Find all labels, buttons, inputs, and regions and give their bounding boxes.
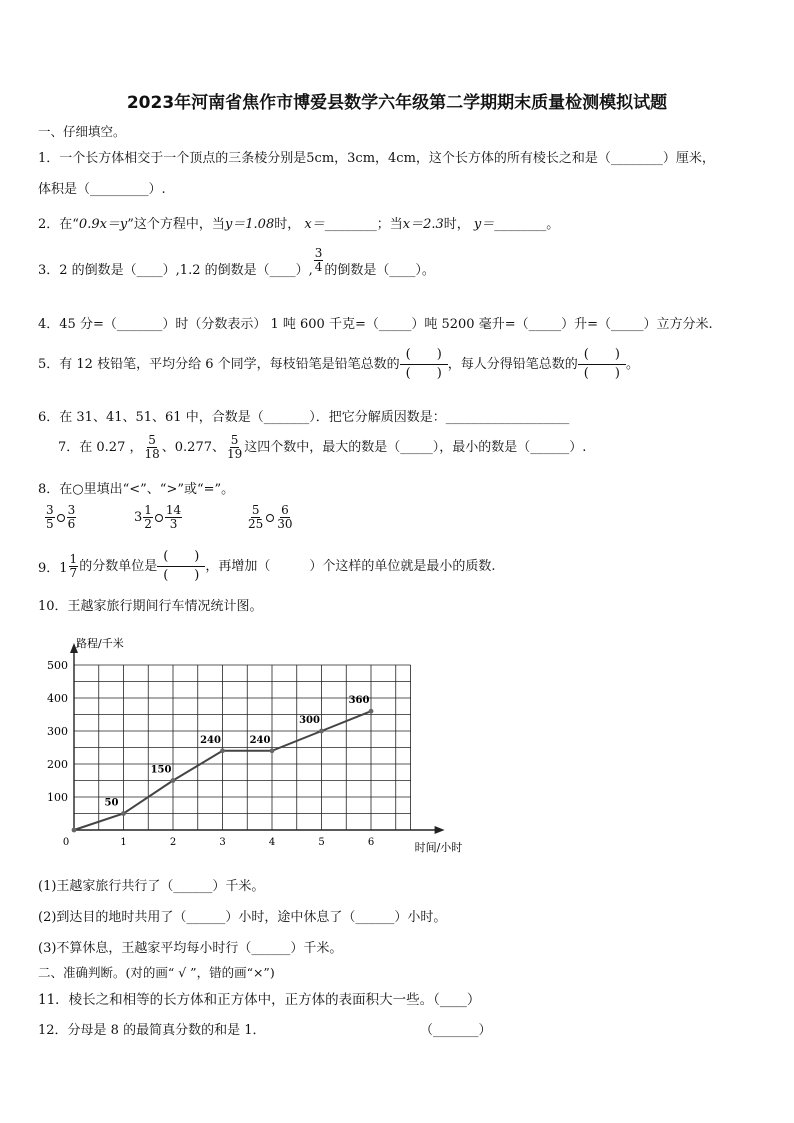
q2-y-eq: y＝	[473, 217, 495, 232]
question-10-2: (2)到达目的地时共用了（______）小时，途中休息了（______）小时。	[38, 910, 447, 925]
q2-condition-2: x＝2.3	[402, 217, 444, 232]
q7-fraction-1: $\frac{5}{18}$	[144, 433, 160, 461]
travel-line-chart	[30, 628, 480, 858]
question-9: 9．1 $\frac{1}{7}$ 的分数单位是 ( ) ( ) ，再增加（ ）个这样的单位就是最小的质数.	[38, 549, 496, 583]
x-tick-label: 0	[62, 837, 70, 848]
question-6: 6．在 31、41、51、61 中，合数是（_______）．把它分解质因数是：___________________	[38, 410, 570, 425]
data-point	[171, 778, 176, 783]
compare-circle[interactable]	[155, 514, 163, 522]
q2-text-g: 时，	[443, 217, 470, 232]
data-point	[72, 828, 77, 833]
section-1-heading: 一、仔细填空。	[38, 124, 126, 139]
y-tick-label: 500	[47, 659, 68, 672]
q2-text-a: 2．在“	[38, 217, 79, 232]
question-11: 11．棱长之和相等的长方体和正方体中，正方体的表面积大一些。（____）	[38, 992, 481, 1008]
question-8: 8．在○里填出“<”、“>”或“=”。	[38, 482, 235, 497]
x-axis-label: 时间/小时	[414, 841, 463, 854]
x-tick-label: 5	[318, 837, 325, 848]
data-point	[319, 729, 324, 734]
compare-circle[interactable]	[57, 514, 65, 522]
question-2	[38, 213, 559, 232]
q3-text-a: 3．2 的倒数是（____）,1.2 的倒数是（____）,	[38, 263, 313, 278]
q2-condition-1: y＝1.08	[224, 217, 275, 232]
question-1-line-1: 1．一个长方体相交于一个顶点的三条棱分别是5cm，3cm，4cm，这个长方体的所有棱长之和是（________）厘米，	[38, 151, 715, 166]
q2-equation: 0.9x＝y	[78, 217, 128, 232]
y-tick-label: 100	[47, 791, 68, 804]
data-label: 240	[249, 734, 271, 746]
data-point	[369, 709, 374, 714]
q5-answer-fraction-1[interactable]: ( ) ( )	[400, 346, 448, 383]
y-tick-label: 300	[47, 725, 68, 738]
y-axis-label: 路程/千米	[76, 637, 124, 650]
x-tick-label: 2	[169, 837, 177, 848]
data-point	[121, 811, 126, 816]
page-title: 2023年河南省焦作市博爱县数学六年级第二学期期末质量检测模拟试题	[126, 93, 668, 113]
q3-fraction: $\frac{3}{4}$	[314, 246, 323, 274]
q9-fraction: $\frac{1}{7}$	[69, 552, 78, 580]
q2-text-d: 时，	[274, 217, 301, 232]
x-tick-label: 6	[367, 837, 375, 848]
x-tick-label: 4	[268, 837, 276, 848]
data-label: 300	[299, 715, 320, 726]
q8-pair-2: 3 $\frac{1}{2}$ $\frac{14}{3}$	[134, 503, 182, 531]
q3-text-b: 的倒数是（____）。	[324, 263, 435, 278]
question-7: 7．在 0.27 ， $\frac{5}{18}$ 、0.277、 $\frac{5}{19}$ 这四个数中，最大的数是（_____），最小的数是（______）.	[58, 433, 587, 461]
data-point	[220, 748, 225, 753]
x-axis-arrow	[435, 826, 445, 834]
question-4: 4．45 分=（_______）时（分数表示） 1 吨 600 千克=（_____）吨 5200 毫升=（_____）升=（_____）立方分米.	[38, 317, 713, 332]
question-3	[38, 246, 435, 284]
question-12: 12．分母是 8 的最简真分数的和是 1．	[38, 1023, 266, 1038]
q2-x-eq: x＝	[304, 217, 325, 232]
data-label: 150	[150, 764, 172, 776]
question-12-answer: （_______）	[420, 1023, 492, 1038]
data-label: 50	[104, 797, 119, 809]
q2-text-f: ________；当	[324, 217, 403, 232]
q8-pair-3: $\frac{5}{25}$ $\frac{6}{30}$	[248, 503, 293, 531]
question-5: 5．有 12 枝铅笔，平均分给 6 个同学，每枝铅笔是铅笔总数的 ( ) ( ) ，每人分得铅笔总数的 ( ) ( ) 。	[38, 347, 639, 381]
x-tick-label: 1	[120, 837, 127, 848]
question-10: 10．王越家旅行期间行车情况统计图。	[38, 599, 263, 614]
q2-text-h: ________。	[494, 217, 560, 232]
q2-text-b: ”这个方程中，当	[127, 217, 225, 232]
data-label: 360	[348, 695, 370, 707]
compare-circle[interactable]	[266, 514, 274, 522]
x-tick-label: 3	[219, 837, 226, 848]
q7-fraction-2: $\frac{5}{19}$	[226, 433, 243, 461]
q5-answer-fraction-2[interactable]: ( ) ( )	[578, 346, 626, 383]
data-point	[270, 748, 275, 753]
data-label: 240	[200, 734, 221, 746]
q9-answer-fraction[interactable]: ( ) ( )	[157, 548, 205, 585]
q8-pair-1: $\frac{3}{5}$ $\frac{3}{6}$	[46, 503, 76, 531]
y-tick-label: 200	[47, 758, 68, 771]
question-10-1: (1)王越家旅行共行了（______）千米。	[38, 879, 265, 894]
question-1-line-2: 体积是（_________）.	[38, 182, 166, 197]
y-tick-label: 400	[47, 692, 68, 705]
question-10-3: (3)不算休息，王越家平均每小时行（______）千米。	[38, 941, 343, 956]
section-2-heading: 二、准确判断。(对的画“ √ ”，错的画“×”)	[38, 965, 275, 980]
